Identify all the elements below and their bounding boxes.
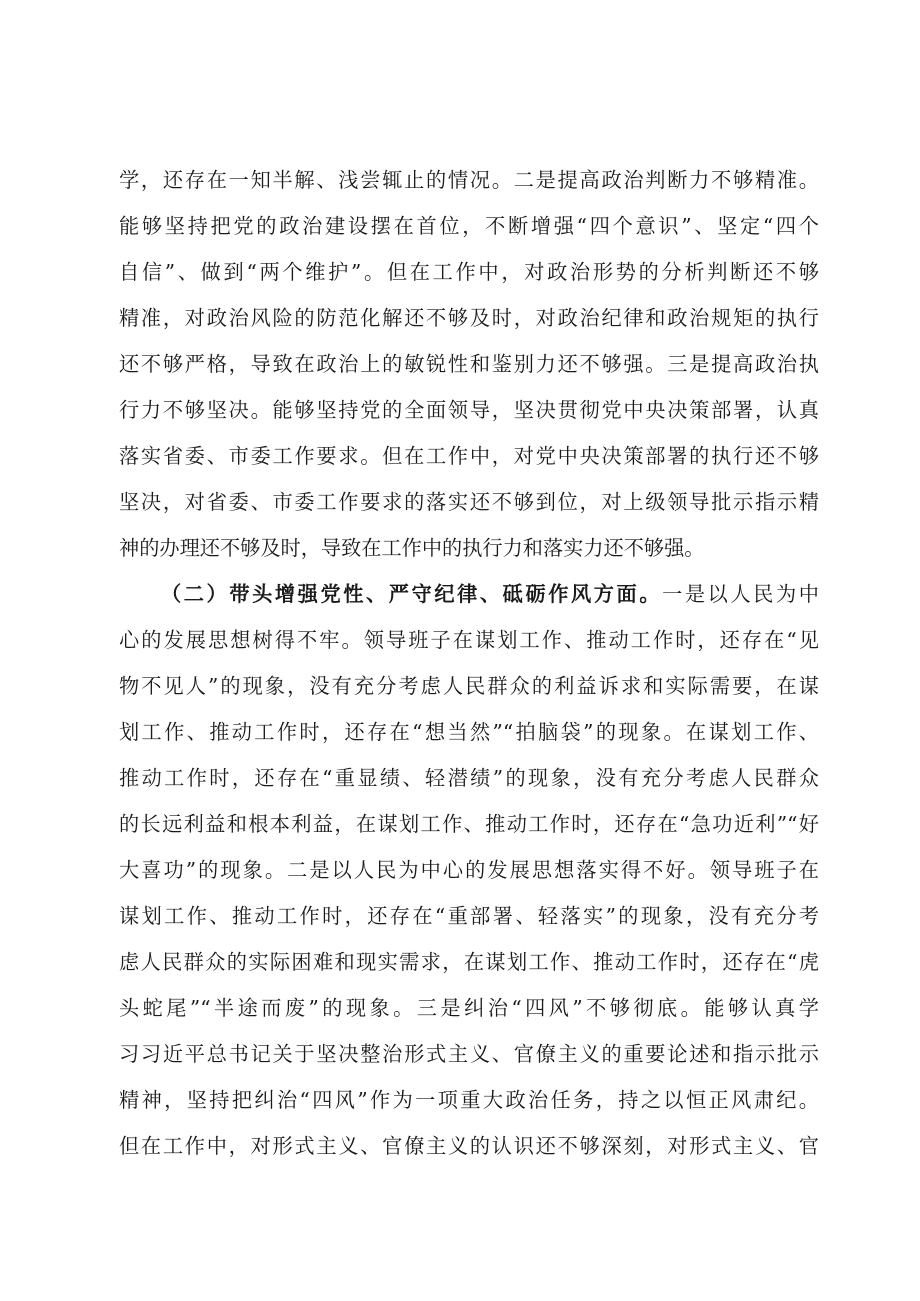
text-line: 大喜功”的现象。二是以人民为中心的发展思想落实得不好。领导班子在: [119, 858, 819, 882]
text-line: 能够坚持把党的政治建设摆在首位，不断增强“四个意识”、坚定“四个: [119, 214, 819, 238]
text-line: 习习近平总书记关于坚决整治形式主义、官僚主义的重要论述和指示批示: [119, 1042, 819, 1066]
text-line: 虑人民群众的实际困难和现实需求，在谋划工作、推动工作时，还存在“虎: [119, 950, 819, 974]
text-line: 头蛇尾”“半途而废”的现象。三是纠治“四风”不够彻底。能够认真学: [119, 996, 819, 1020]
text-line: 还不够严格，导致在政治上的敏锐性和鉴别力还不够强。三是提高政治执: [119, 352, 819, 376]
text-line: 但在工作中，对形式主义、官僚主义的认识还不够深刻，对形式主义、官: [119, 1134, 819, 1158]
text-line: 谋划工作、推动工作时，还存在“重部署、轻落实”的现象，没有充分考: [119, 904, 819, 928]
section-heading-line: [161, 576, 819, 612]
section-heading-rest: 一是以人民为中: [662, 582, 819, 606]
text-line: 学，还存在一知半解、浅尝辄止的情况。二是提高政治判断力不够精准。: [119, 168, 819, 192]
text-line: 的长远利益和根本利益，在谋划工作、推动工作时，还存在“急功近利”“好: [119, 812, 819, 836]
text-line: 落实省委、市委工作要求。但在工作中，对党中央决策部署的执行还不够: [119, 444, 819, 468]
text-line: 推动工作时，还存在“重显绩、轻潜绩”的现象，没有充分考虑人民群众: [119, 766, 819, 790]
text-line: 精神，坚持把纠治“四风”作为一项重大政治任务，持之以恒正风肃纪。: [119, 1088, 819, 1112]
text-line: 物不见人”的现象，没有充分考虑人民群众的利益诉求和实际需要，在谋: [119, 674, 819, 698]
text-line: 行力不够坚决。能够坚持党的全面领导，坚决贯彻党中央决策部署，认真: [119, 398, 819, 422]
text-line: 心的发展思想树得不牢。领导班子在谋划工作、推动工作时，还存在“见: [119, 628, 819, 652]
text-line: 自信”、做到“两个维护”。但在工作中，对政治形势的分析判断还不够: [119, 260, 819, 284]
text-line: 神的办理还不够及时，导致在工作中的执行力和落实力还不够强。: [119, 536, 705, 560]
text-line: 划工作、推动工作时，还存在“想当然”“拍脑袋”的现象。在谋划工作、: [119, 720, 819, 744]
section-heading: （二）带头增强党性、严守纪律、砥砺作风方面。: [161, 582, 663, 606]
text-line: 精准，对政治风险的防范化解还不够及时，对政治纪律和政治规矩的执行: [119, 306, 819, 330]
text-line: 坚决，对省委、市委工作要求的落实还不够到位，对上级领导批示指示精: [119, 490, 819, 514]
